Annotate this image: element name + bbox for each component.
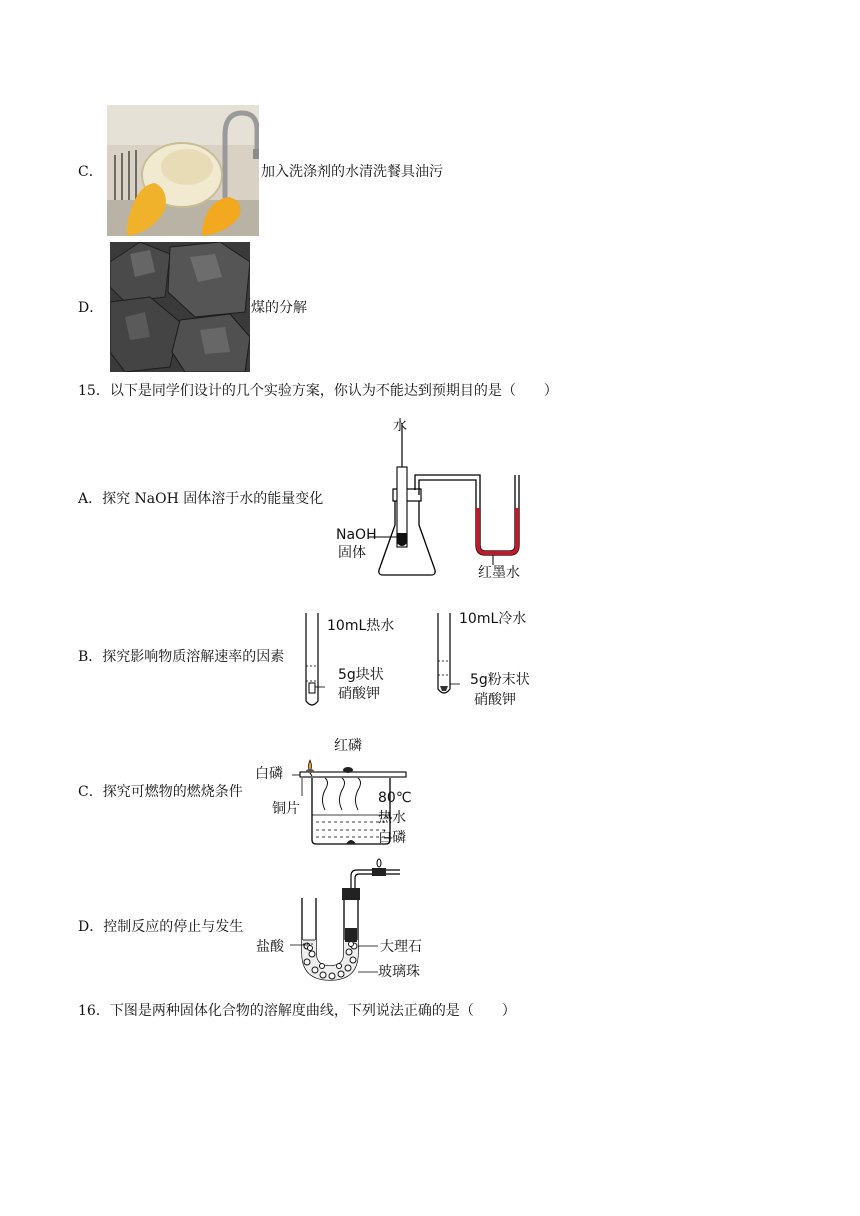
q15-stem: 15．以下是同学们设计的几个实验方案，你认为不能达到预期目的是（ ）: [78, 383, 558, 399]
label-block-mass: 5g块状: [338, 667, 384, 683]
label-water: 水: [393, 418, 407, 434]
label-powder-mass: 5g粉末状: [470, 672, 530, 688]
q14-option-d-text: 煤的分解: [251, 300, 307, 316]
label-salt-1: 硝酸钾: [338, 686, 380, 702]
q15-option-b: B．探究影响物质溶解速率的因素: [78, 649, 285, 665]
label-salt-2: 硝酸钾: [474, 692, 516, 708]
label-marble: 大理石: [380, 939, 422, 955]
q14-option-c-letter: C．: [78, 164, 103, 180]
q16-stem: 16．下图是两种固体化合物的溶解度曲线，下列说法正确的是（ ）: [78, 1003, 516, 1019]
label-cold-water: 10mL冷水: [459, 611, 527, 627]
label-naoh: NaOH: [336, 527, 377, 543]
label-white-phosphorus-bottom: 白磷: [378, 830, 406, 846]
label-hot-water-c: 热水: [378, 810, 406, 826]
q15-option-a: A．探究 NaOH 固体溶于水的能量变化: [78, 491, 324, 507]
label-red-ink: 红墨水: [478, 565, 520, 581]
label-hydrochloric-acid: 盐酸: [256, 939, 284, 955]
q15-option-d: D．控制反应的停止与发生: [78, 919, 244, 935]
label-temperature: 80℃: [378, 790, 412, 806]
q14-option-d-letter: D．: [78, 300, 104, 316]
q15-option-c: C．探究可燃物的燃烧条件: [78, 784, 243, 800]
label-hot-water: 10mL热水: [327, 618, 395, 634]
label-red-phosphorus: 红磷: [334, 738, 362, 754]
label-white-phosphorus-top: 白磷: [255, 766, 283, 782]
dishwashing-photo: [107, 105, 259, 236]
label-solid: 固体: [338, 545, 366, 561]
label-copper-sheet: 铜片: [272, 801, 300, 817]
q14-option-c-text: 加入洗涤剂的水清洗餐具油污: [261, 164, 443, 180]
label-glass-beads: 玻璃珠: [378, 964, 420, 980]
coal-photo: [110, 242, 250, 372]
